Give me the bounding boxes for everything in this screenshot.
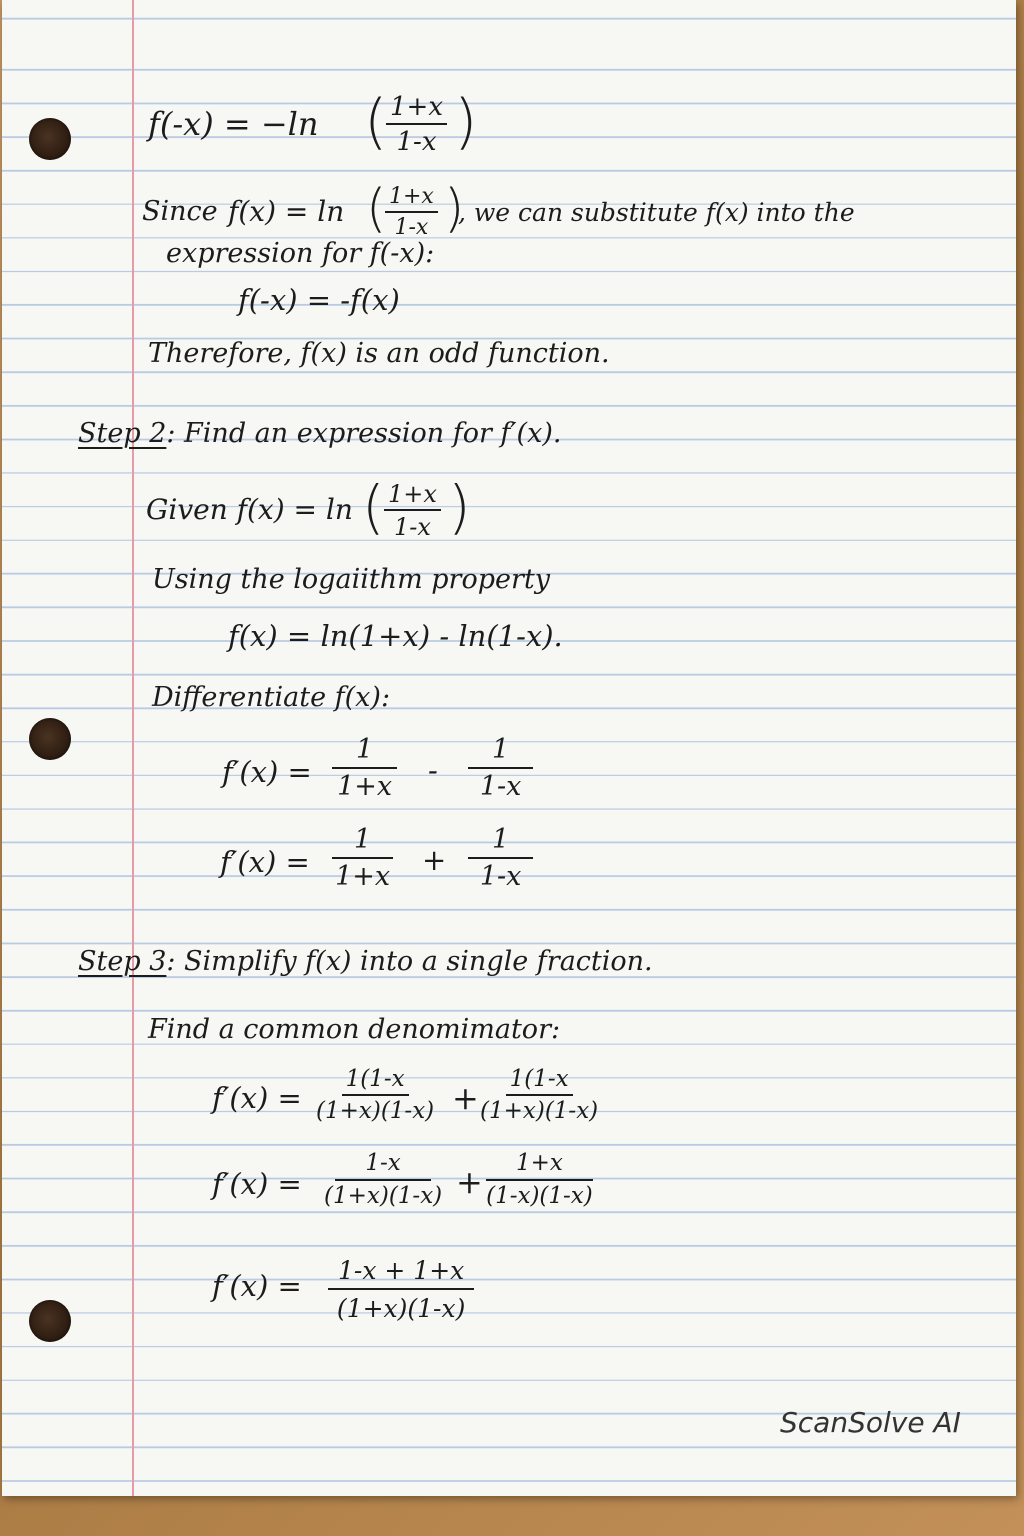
step-2-text: : Find an expression for f′(x). (166, 418, 562, 449)
fraction (480, 1068, 598, 1123)
numerator: 1 (468, 826, 533, 859)
paren-close: ) (448, 473, 471, 541)
numerator: 1-x + 1+x (328, 1258, 474, 1290)
derivative-lhs: f′(x) = (220, 845, 310, 879)
denominator: 1-x (394, 215, 429, 240)
numerator: 1(1-x (506, 1068, 573, 1096)
derivative-lhs: f′(x) = (212, 1269, 302, 1303)
since-word: Since (142, 196, 218, 227)
numerator: 1 (332, 736, 397, 769)
numerator: 1+x (386, 94, 447, 125)
denominator: 1+x (337, 771, 393, 802)
fraction (328, 1258, 474, 1321)
denominator: (1+x)(1-x) (324, 1183, 443, 1209)
derivative-lhs: f′(x) = (222, 755, 312, 789)
plus-operator: + (452, 1079, 479, 1117)
step-2-heading (78, 420, 561, 447)
fraction (332, 736, 397, 800)
since-continuation: expression for f(-x): (166, 238, 435, 269)
numerator: 1 (468, 736, 533, 769)
paren-open: ( (362, 473, 385, 541)
fraction (468, 826, 533, 890)
using-property: Using the logaiithm property (152, 564, 550, 595)
margin-line (132, 0, 134, 1496)
fraction (486, 1152, 593, 1208)
paren-close: ) (444, 179, 465, 239)
fraction (386, 94, 447, 155)
paren-open: ( (366, 179, 387, 239)
numerator: 1(1-x (342, 1068, 409, 1096)
denominator: 1-x (479, 861, 522, 892)
punch-hole (29, 1300, 71, 1342)
paren-open: ( (364, 87, 388, 157)
differentiate-statement: Differentiate f(x): (152, 682, 391, 713)
numerator: 1+x (385, 186, 438, 213)
punch-hole (29, 118, 71, 160)
denominator: (1+x)(1-x) (336, 1294, 466, 1323)
since-fx: f(x) = ln (228, 195, 345, 228)
derivative-lhs: f′(x) = (212, 1167, 302, 1201)
derivative-lhs: f′(x) = (212, 1081, 302, 1115)
paren-close: ) (454, 87, 478, 157)
given-statement: Given f(x) = ln (146, 493, 353, 526)
numerator: 1+x (384, 482, 441, 511)
step-3-label: Step 3 (78, 946, 167, 977)
numerator: 1-x (335, 1152, 430, 1181)
denominator: (1+x)(1-x) (480, 1098, 599, 1124)
step-3-heading (78, 948, 653, 975)
brand-watermark: ScanSolve AI (780, 1406, 961, 1439)
log-equation: f(x) = ln(1+x) - ln(1-x). (228, 619, 563, 653)
equation-f-neg-x-lhs: f(-x) = −ln (148, 105, 319, 143)
denominator: (1+x)(1-x) (316, 1098, 435, 1124)
therefore-statement: Therefore, f(x) is an odd function. (148, 338, 610, 369)
fraction (316, 1068, 434, 1123)
denominator: 1-x (396, 127, 437, 157)
fraction (332, 826, 393, 890)
common-denominator-statement: Find a common denomimator: (148, 1014, 561, 1045)
numerator: 1 (332, 826, 393, 859)
denominator: 1-x (394, 513, 431, 541)
fraction (468, 736, 533, 800)
notebook-page (2, 0, 1016, 1496)
numerator: 1+x (486, 1152, 593, 1181)
plus-operator: + (422, 843, 447, 877)
denominator: (1-x)(1-x) (486, 1183, 593, 1209)
step-3-text: : Simplify f(x) into a single fraction. (166, 946, 653, 977)
fraction (384, 482, 441, 539)
equation-odd: f(-x) = -f(x) (238, 283, 400, 317)
minus-operator: - (428, 753, 438, 787)
punch-hole (29, 718, 71, 760)
plus-operator: + (456, 1163, 483, 1201)
denominator: 1-x (479, 771, 522, 802)
since-rest: , we can substitute f(x) into the (458, 198, 855, 227)
fraction (385, 186, 438, 239)
fraction (324, 1152, 442, 1208)
step-2-label: Step 2 (78, 418, 167, 449)
denominator: 1+x (335, 861, 391, 892)
